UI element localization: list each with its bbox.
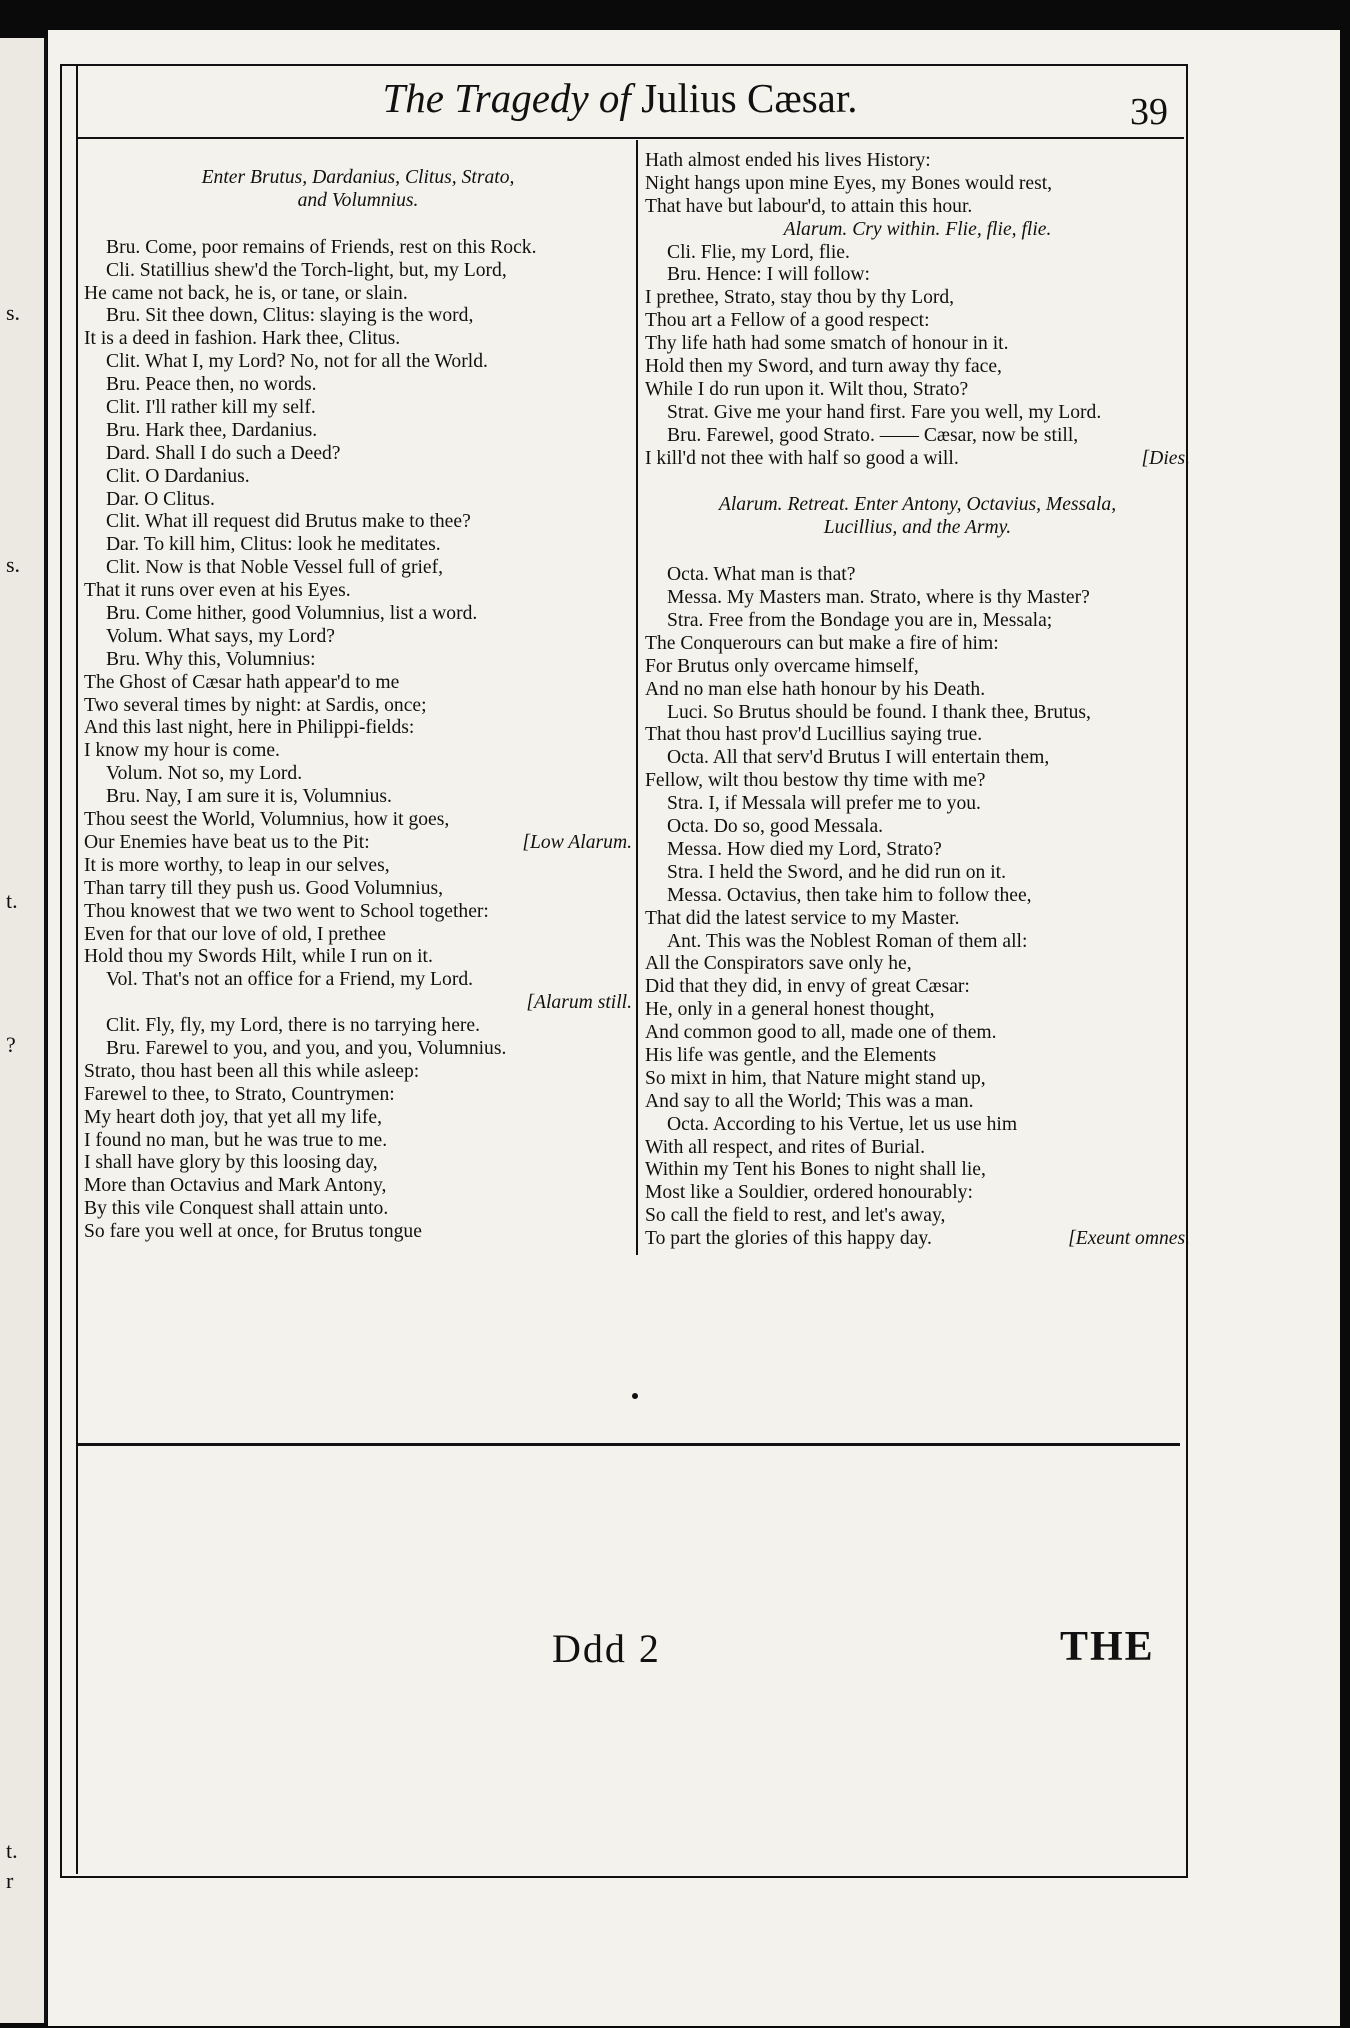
text-line (645, 1159, 1190, 1182)
text-line (645, 1205, 1190, 1228)
text-line (84, 534, 632, 557)
line-text: Bru. Come hither, good Volumnius, list a word. (106, 603, 478, 625)
text-line (645, 1045, 1190, 1068)
stage-cue: [Dies. (1141, 447, 1190, 469)
stage-cue: [Exeunt omnes. (1068, 1228, 1190, 1250)
line-text: And this last night, here in Philippi-fields: (84, 717, 415, 739)
line-text: To part the glories of this happy day. (645, 1228, 932, 1250)
line-text: Stra. I held the Sword, and he did run on it. (667, 861, 1007, 883)
text-line (84, 351, 632, 374)
margin-mark: s. (6, 300, 21, 325)
text-line (645, 1068, 1190, 1091)
text-line (645, 1022, 1190, 1045)
line-text: Thy life hath had some smatch of honour in it. (645, 333, 1009, 355)
line-text: Two several times by night: at Sardis, once; (84, 694, 427, 716)
text-line (84, 855, 632, 878)
line-gap (645, 540, 1190, 564)
text-line (645, 999, 1190, 1022)
line-text: Ant. This was the Noblest Roman of them all: (667, 930, 1028, 952)
line-text: Octa. According to his Vertue, let us use him (667, 1113, 1018, 1135)
line-text: With all respect, and rites of Burial. (645, 1136, 925, 1158)
text-line (84, 786, 632, 809)
line-text: So mixt in him, that Nature might stand up, (645, 1067, 986, 1089)
line-text: The Ghost of Cæsar hath appear'd to me (84, 671, 400, 693)
stage-cue: [Alarum still. (526, 992, 632, 1014)
text-line (84, 260, 632, 283)
text-line (84, 992, 632, 1015)
line-text: Bru. Hence: I will follow: (667, 264, 870, 286)
signature-mark: Ddd 2 (552, 1626, 661, 1671)
line-text: Clit. O Dardanius. (106, 465, 250, 487)
text-line (84, 420, 632, 443)
text-line (645, 770, 1190, 793)
line-text: Clit. Now is that Noble Vessel full of grief, (106, 557, 444, 579)
text-line (84, 672, 632, 695)
title-tragedy: Tragedy (454, 75, 589, 121)
line-text: I know my hour is come. (84, 740, 280, 762)
line-text: The Conquerours can but make a fire of him: (645, 632, 999, 654)
text-line (84, 489, 632, 512)
margin-mark: ? (6, 1032, 16, 1057)
line-text: Bru. Nay, I am sure it is, Volumnius. (106, 786, 392, 808)
line-text: Messa. Octavius, then take him to follow thee, (667, 884, 1032, 906)
line-text: Bru. Farewel, good Strato. —— Cæsar, now be still, (667, 424, 1079, 446)
line-text: Bru. Hark thee, Dardanius. (106, 419, 318, 441)
text-line (645, 564, 1190, 587)
line-text: And common good to all, made one of them. (645, 1022, 997, 1044)
line-text: Thou seest the World, Volumnius, how it goes, (84, 809, 450, 831)
line-text: I kill'd not thee with half so good a will. (645, 447, 959, 469)
text-line (84, 1061, 632, 1084)
text-line (645, 793, 1190, 816)
text-line (84, 328, 632, 351)
line-text: Octa. All that serv'd Brutus I will entertain them, (667, 747, 1050, 769)
line-text: Strato, thou hast been all this while asleep: (84, 1060, 420, 1082)
line-text: All the Conspirators save only he, (645, 953, 912, 975)
line-text: Thou art a Fellow of a good respect: (645, 310, 930, 332)
line-text: Bru. Sit thee down, Clitus: slaying is the word, (106, 305, 474, 327)
line-text: Enter Brutus, Dardanius, Clitus, Strato, (201, 167, 515, 188)
line-text: It is a deed in fashion. Hark thee, Clitus. (84, 328, 401, 350)
left-text-column (84, 167, 632, 1244)
text-line (84, 305, 632, 328)
line-text: Lucillius, and the Army. (823, 517, 1012, 539)
title-name: Julius Cæsar. (641, 75, 858, 121)
text-line (84, 695, 632, 718)
text-line (645, 976, 1190, 999)
text-line (645, 196, 1190, 219)
margin-mark: t. (6, 1838, 18, 1863)
line-text: Vol. That's not an office for a Friend, my Lord. (106, 969, 474, 991)
text-line (645, 587, 1190, 610)
line-text: That it runs over even at his Eyes. (84, 580, 351, 602)
right-text-column (645, 150, 1190, 1251)
text-line (84, 1084, 632, 1107)
text-line (645, 242, 1190, 265)
line-text: He, only in a general honest thought, (645, 999, 935, 1021)
line-text: And say to all the World; This was a man. (645, 1090, 974, 1112)
stage-direction (84, 167, 632, 190)
title-of: of (598, 75, 631, 121)
line-text: Than tarry till they push us. Good Volumnius, (84, 877, 444, 899)
text-line (84, 283, 632, 306)
text-line (84, 557, 632, 580)
stage-direction (645, 219, 1190, 242)
line-text: Octa. What man is that? (667, 564, 856, 586)
running-title (300, 74, 940, 122)
line-text: Clit. What ill request did Brutus make to thee? (106, 511, 471, 533)
line-text: Hold thou my Swords Hilt, while I run on it. (84, 946, 433, 968)
stage-direction (84, 190, 632, 213)
text-line (84, 901, 632, 924)
line-text: For Brutus only overcame himself, (645, 655, 919, 677)
text-line (645, 839, 1190, 862)
line-text: Within my Tent his Bones to night shall lie, (645, 1159, 986, 1181)
line-gap (645, 470, 1190, 494)
line-text: My heart doth joy, that yet all my life, (84, 1106, 383, 1128)
line-text: I shall have glory by this loosing day, (84, 1152, 378, 1174)
text-line (645, 379, 1190, 402)
line-text: and Volumnius. (297, 189, 419, 211)
text-line (645, 333, 1190, 356)
text-line (84, 969, 632, 992)
page-number: 39 (1130, 91, 1168, 133)
header-rule (76, 137, 1184, 139)
text-line (645, 264, 1190, 287)
line-text: Clit. I'll rather kill my self. (106, 397, 316, 419)
text-line (645, 402, 1190, 425)
bottom-rule (76, 1443, 1180, 1446)
line-text: That did the latest service to my Master. (645, 907, 960, 929)
line-text: Dard. Shall I do such a Deed? (106, 442, 341, 464)
margin-mark: t. (6, 888, 18, 913)
text-line (84, 1038, 632, 1061)
line-text: Messa. How died my Lord, Strato? (667, 838, 942, 860)
text-line (645, 1182, 1190, 1205)
line-text: Farewel to thee, to Strato, Countrymen: (84, 1083, 395, 1105)
text-line (84, 237, 632, 260)
line-text: By this vile Conquest shall attain unto. (84, 1198, 389, 1220)
line-text: Most like a Souldier, ordered honourably: (645, 1182, 973, 1204)
stage-direction (645, 494, 1190, 517)
line-text: Thou knowest that we two went to School together: (84, 900, 489, 922)
printer-dot (632, 1393, 638, 1399)
text-line (645, 1228, 1190, 1251)
previous-page-edge (0, 38, 47, 2023)
line-text: Hath almost ended his lives History: (645, 150, 931, 171)
stage-direction (645, 517, 1190, 540)
line-text: Stra. Free from the Bondage you are in, Messala; (667, 610, 1053, 632)
text-line (84, 832, 632, 855)
line-text: While I do run upon it. Wilt thou, Strato? (645, 378, 969, 400)
text-line (645, 816, 1190, 839)
text-line (84, 1198, 632, 1221)
text-line (84, 878, 632, 901)
text-line (84, 580, 632, 603)
text-line (84, 626, 632, 649)
text-line (645, 1091, 1190, 1114)
text-line (645, 1114, 1190, 1137)
text-line (645, 679, 1190, 702)
text-line (84, 466, 632, 489)
text-line (645, 1137, 1190, 1160)
text-line (645, 173, 1190, 196)
line-text: Dar. To kill him, Clitus: look he meditates. (106, 534, 441, 556)
text-line (84, 1221, 632, 1244)
line-text: Fellow, wilt thou bestow thy time with me? (645, 770, 986, 792)
text-line (84, 809, 632, 832)
line-text: Octa. Do so, good Messala. (667, 816, 884, 838)
line-text: Clit. Fly, fly, my Lord, there is no tarrying here. (106, 1015, 481, 1037)
text-line (84, 649, 632, 672)
text-line (84, 1107, 632, 1130)
text-line (84, 924, 632, 947)
text-line (84, 740, 632, 763)
text-line (84, 443, 632, 466)
text-line (84, 717, 632, 740)
line-text: That have but labour'd, to attain this hour. (645, 195, 973, 217)
text-line (84, 374, 632, 397)
text-line (84, 603, 632, 626)
line-text: Luci. So Brutus should be found. I thank thee, Brutus, (667, 701, 1091, 723)
margin-mark: s. (6, 552, 21, 577)
line-text: Did that they did, in envy of great Cæsar: (645, 976, 970, 998)
line-text: Dar. O Clitus. (106, 488, 215, 510)
text-line (645, 425, 1190, 448)
line-text: Hold then my Sword, and turn away thy face, (645, 356, 1002, 378)
text-line (84, 946, 632, 969)
text-line (645, 610, 1190, 633)
line-text: Messa. My Masters man. Strato, where is thy Master? (667, 587, 1090, 609)
column-divider (636, 140, 638, 1255)
line-text: Night hangs upon mine Eyes, my Bones would rest, (645, 172, 1053, 194)
stage-cue: [Low Alarum. (522, 831, 632, 853)
line-text: Alarum. Cry within. Flie, flie, flie. (783, 218, 1052, 240)
line-text: That thou hast prov'd Lucillius saying true. (645, 724, 983, 746)
text-line (645, 724, 1190, 747)
line-text: His life was gentle, and the Elements (645, 1044, 937, 1066)
line-text: And no man else hath honour by his Death. (645, 678, 986, 700)
text-line (84, 1015, 632, 1038)
line-text: Cli. Statillius shew'd the Torch-light, but, my Lord, (106, 259, 507, 281)
text-line (645, 656, 1190, 679)
text-line (645, 310, 1190, 333)
text-line (645, 356, 1190, 379)
text-line (645, 953, 1190, 976)
catchword: THE (1060, 1624, 1155, 1670)
line-text: Stra. I, if Messala will prefer me to you. (667, 793, 981, 815)
line-text: Bru. Farewel to you, and you, and you, Volumnius. (106, 1037, 507, 1059)
line-text: Alarum. Retreat. Enter Antony, Octavius, Messala, (718, 494, 1117, 516)
text-line (645, 747, 1190, 770)
text-line (84, 1152, 632, 1175)
line-text: I prethee, Strato, stay thou by thy Lord, (645, 287, 955, 309)
line-text: So call the field to rest, and let's away, (645, 1205, 946, 1227)
line-gap (84, 213, 632, 237)
line-text: Cli. Flie, my Lord, flie. (667, 241, 850, 263)
line-text: Clit. What I, my Lord? No, not for all the World. (106, 351, 488, 373)
text-line (84, 763, 632, 786)
line-text: Bru. Peace then, no words. (106, 374, 317, 396)
text-line (645, 287, 1190, 310)
text-line (645, 702, 1190, 725)
text-line (645, 885, 1190, 908)
text-line (645, 448, 1190, 471)
line-text: So fare you well at once, for Brutus tongue (84, 1221, 422, 1243)
text-line (84, 397, 632, 420)
line-text: Our Enemies have beat us to the Pit: (84, 831, 370, 853)
line-text: Volum. Not so, my Lord. (106, 763, 303, 785)
text-line (645, 908, 1190, 931)
margin-mark: r (6, 1868, 14, 1893)
text-line (645, 862, 1190, 885)
line-text: Bru. Why this, Volumnius: (106, 648, 316, 670)
text-line (84, 1175, 632, 1198)
text-line (645, 633, 1190, 656)
line-text: I found no man, but he was true to me. (84, 1129, 388, 1151)
line-text: Bru. Come, poor remains of Friends, rest on this Rock. (106, 236, 537, 258)
line-text: More than Octavius and Mark Antony, (84, 1175, 387, 1197)
text-line (645, 931, 1190, 954)
text-line (84, 511, 632, 534)
line-text: Strat. Give me your hand first. Fare you well, my Lord. (667, 401, 1102, 423)
line-text: Even for that our love of old, I prethee (84, 923, 386, 945)
text-line (84, 1130, 632, 1153)
line-text: Volum. What says, my Lord? (106, 625, 335, 647)
title-the: The (382, 75, 444, 121)
line-text: He came not back, he is, or tane, or slain. (84, 282, 408, 304)
text-line (645, 150, 1190, 173)
line-text: It is more worthy, to leap in our selves, (84, 854, 390, 876)
